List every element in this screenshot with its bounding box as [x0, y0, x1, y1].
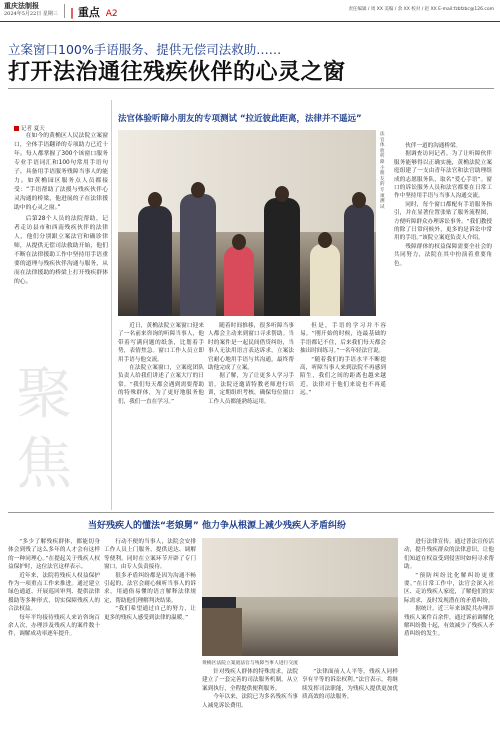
paragraph: 但是，手语的学习并不容易。“刚开始的时候，连最基础的手语都记不住，后来我们每天都会抽出时间练习。”一名年轻法官说。	[300, 323, 386, 355]
paragraph: 每年平均接待残疾人来访咨询百余人次，办理涉及残疾人的案件数十件，调解成功率逐年提升。	[8, 614, 100, 638]
issue-date: 2024年5月22日 星期三	[4, 11, 58, 17]
masthead	[4, 2, 58, 18]
paragraph: 据了解，为了让更多人学习手语，法院还邀请特教老师进行培训，定期组织考核，确保每位窗口工作人员都能熟练运用。	[208, 373, 294, 405]
photo-figure	[180, 194, 216, 316]
photo-background	[202, 538, 398, 597]
photo-figure	[310, 244, 340, 316]
photo-figure	[138, 206, 172, 316]
section-bar-icon: |	[70, 6, 75, 19]
newspaper-logo: 重庆法制报	[4, 1, 39, 10]
paragraph: “多少了解残疾群体，都能切身体会到残了这么多年的人才会有这样的一种同理心。”在提起关于残疾人权益保护时，这位法官这样表示。	[8, 539, 100, 571]
article-column	[394, 142, 492, 268]
paragraph: “我们希望通过自己的努力，让更多的残疾人感受到法律的温暖。”	[104, 606, 196, 621]
byline	[14, 124, 45, 132]
paragraph: 行动不便的当事人，法院会安排工作人员上门服务，提供送达、调解等便利。同时在立案环节开辟了专门窗口，由专人负责接待。	[104, 539, 196, 571]
kicker: 立案窗口100%手语服务、提供无偿司法救助……	[8, 42, 282, 57]
news-photo	[202, 538, 398, 656]
paragraph: “随着我们的手语水平不断提高，听障当事人来到法院不再感到陌生，我们之间的距离也越来越近。法律对于他们来说也不再遥远。”	[300, 356, 386, 397]
paragraph: 在法院立案窗口，立案庭团队负责人给我们讲述了立案大厅的日常。“我们每天都会遇到需要帮助的特殊群体，为了更好地服务他们，我们一直在学习。”	[118, 365, 204, 405]
paragraph: 进行法律宣传。通过普法宣传活动，提升残疾群众的法律意识，让他们知道在权益受到侵害时如何寻求帮助。	[404, 539, 494, 571]
divider	[64, 4, 65, 18]
paragraph: 很多矛盾纠纷都是因为沟通不畅引起的，法官会耐心倾听当事人的诉求，用通俗易懂的语言解释法律规定，帮助他们理解判决结果。	[104, 572, 196, 604]
article-column	[302, 668, 398, 748]
paragraph: “预防纠纷比化解纠纷更重要。”在日常工作中，法官会深入社区、走访残疾人家庭，了解他们的实际需求，及时发现潜在的矛盾纠纷。	[404, 572, 494, 604]
paragraph: 随着时间推移，很多听障当事人都会主动来到窗口寻求帮助。当时的案件是一起民间借贷纠纷，当事人无法用语言表达诉求，立案法官耐心地用手语与其沟通，最终帮助他完成了立案。	[208, 323, 294, 372]
photo-figure	[202, 608, 242, 656]
byline-square-icon	[14, 126, 19, 131]
article-column	[300, 322, 386, 398]
photo-figure	[148, 192, 162, 208]
divider	[8, 88, 494, 89]
article-column	[104, 538, 196, 748]
paragraph: 针对残疾人群体的特殊需求，法院建立了一套完善的司法服务机制，从立案到执行，全程提供便利服务。	[202, 669, 298, 692]
subheadline: 法官体验听障小朋友的专项测试 “拉近彼此距离，法律并不遥远”	[118, 114, 362, 124]
article-column	[404, 538, 494, 748]
decorative-character: 聚	[16, 362, 72, 427]
lead-text	[14, 132, 108, 289]
article-column	[202, 668, 298, 748]
paragraph: 残障群体的权益保障需要全社会的共同努力，法院在其中扮演着重要角色。	[394, 243, 492, 267]
paragraph: 近年来，法院将残疾人权益保护作为一项重点工作来推进。通过建立绿色通道、开展巡回审判、提供法律援助等多种形式，切实保障残疾人的合法权益。	[8, 572, 100, 613]
paragraph: 近日，黄桷法院立案窗口迎来了一名前来咨询的听障当事人，他带着写满问题的纸条，比划着手势，表情焦急。窗口工作人员立即用手语与他交流。	[118, 323, 204, 363]
photo-caption: 黄桷区法院立案庭法官与残障当事人进行交流	[202, 661, 298, 666]
section-header	[70, 4, 118, 20]
photo-figure	[232, 234, 246, 250]
paragraph: 今年以来，法院已为多名残疾当事人减免诉讼费用。	[202, 694, 298, 709]
main-headline: 打开法治通往残疾伙伴的心灵之窗	[8, 59, 346, 85]
paragraph: 据统计，近三年来该院共办理涉残疾人案件百余件，通过诉前调解化解纠纷数十起，有效减少了残疾人矛盾纠纷的发生。	[404, 606, 494, 638]
photo-figure	[191, 182, 205, 198]
paragraph: 据调查访问记者。为了让听障伙伴服务能够得以正确实施，黄桷法院立案庭组建了一支由青年法官和法官助理组成的志愿服务队，取名“爱心手语”。窗口的诉讼服务人员和法官都要在日常工作中坚持用手语与当事人沟通交流。	[394, 151, 492, 200]
photo-figure	[264, 198, 300, 316]
subheadline: 当好残疾人的懂法“老娘舅” 他力争从根源上减少残疾人矛盾纠纷	[88, 521, 346, 531]
byline-text: 记者 夏天	[21, 126, 45, 132]
divider	[8, 512, 494, 513]
news-photo	[118, 130, 376, 316]
paragraph: 同时，每个窗口都配有手语服务指引，并在显著位置张贴了服务流程图，方便听障群众办理诉讼事务。“我们教授的除了日常问候外，更多的是诉讼中常用的手语。”该院立案庭负责人介绍。	[394, 201, 492, 242]
article-column	[208, 322, 294, 406]
editor-info: 责任编辑 / 周 XX 美编 / 余 XX 校对 / 赵 XX E-mail:fzbfzbc@126.com	[348, 7, 494, 12]
article-column	[8, 538, 100, 748]
paragraph: 伙伴一道的沟通桥梁。	[405, 143, 462, 149]
photo-caption: 法官体验听障小朋友的专项测试	[380, 132, 385, 210]
top-bar	[0, 0, 500, 22]
column-divider	[111, 100, 112, 510]
photo-figure	[224, 246, 254, 316]
paragraph: “法律面前人人平等，残疾人同样享有平等的诉讼权利。”法官表示，将继续发挥司法职能，为残疾人提供更加优质高效的司法服务。	[302, 669, 398, 701]
article-column	[118, 322, 204, 406]
paragraph: 在如今的黄桷区人民法院立案窗口，全体手语翻译的专项助力已近十年。每人都掌握了300个该窗口服务专业手语词汇和100句常用手语句子。具备用手语服务残障当事人的能力。如黄桷园区服务点人员都接受：“手语帮助了法援与残疾伙伴心灵沟通的桥梁，他进展的子在法律援助中的心灵之窗。”	[14, 133, 108, 211]
photo-figure	[318, 232, 332, 248]
photo-figure	[344, 204, 374, 316]
paragraph: 后第28个人员的法院帮助，记者走访县市和西南残疾伙伴的法律人，他们分别跟立案法官和确诊律师，从提供无偿司法救助开始，他们不断在法律援助工作中坚持用手语重要的道理与残疾伙伴沟通与服务，从而在法律援助的桥梁上打开残疾群体的心。	[14, 216, 108, 285]
photo-figure	[352, 192, 366, 208]
photo-figure	[275, 186, 289, 202]
section-title: 重点	[77, 6, 100, 19]
decorative-character: 焦	[16, 432, 72, 497]
page-number: A2	[105, 9, 118, 19]
